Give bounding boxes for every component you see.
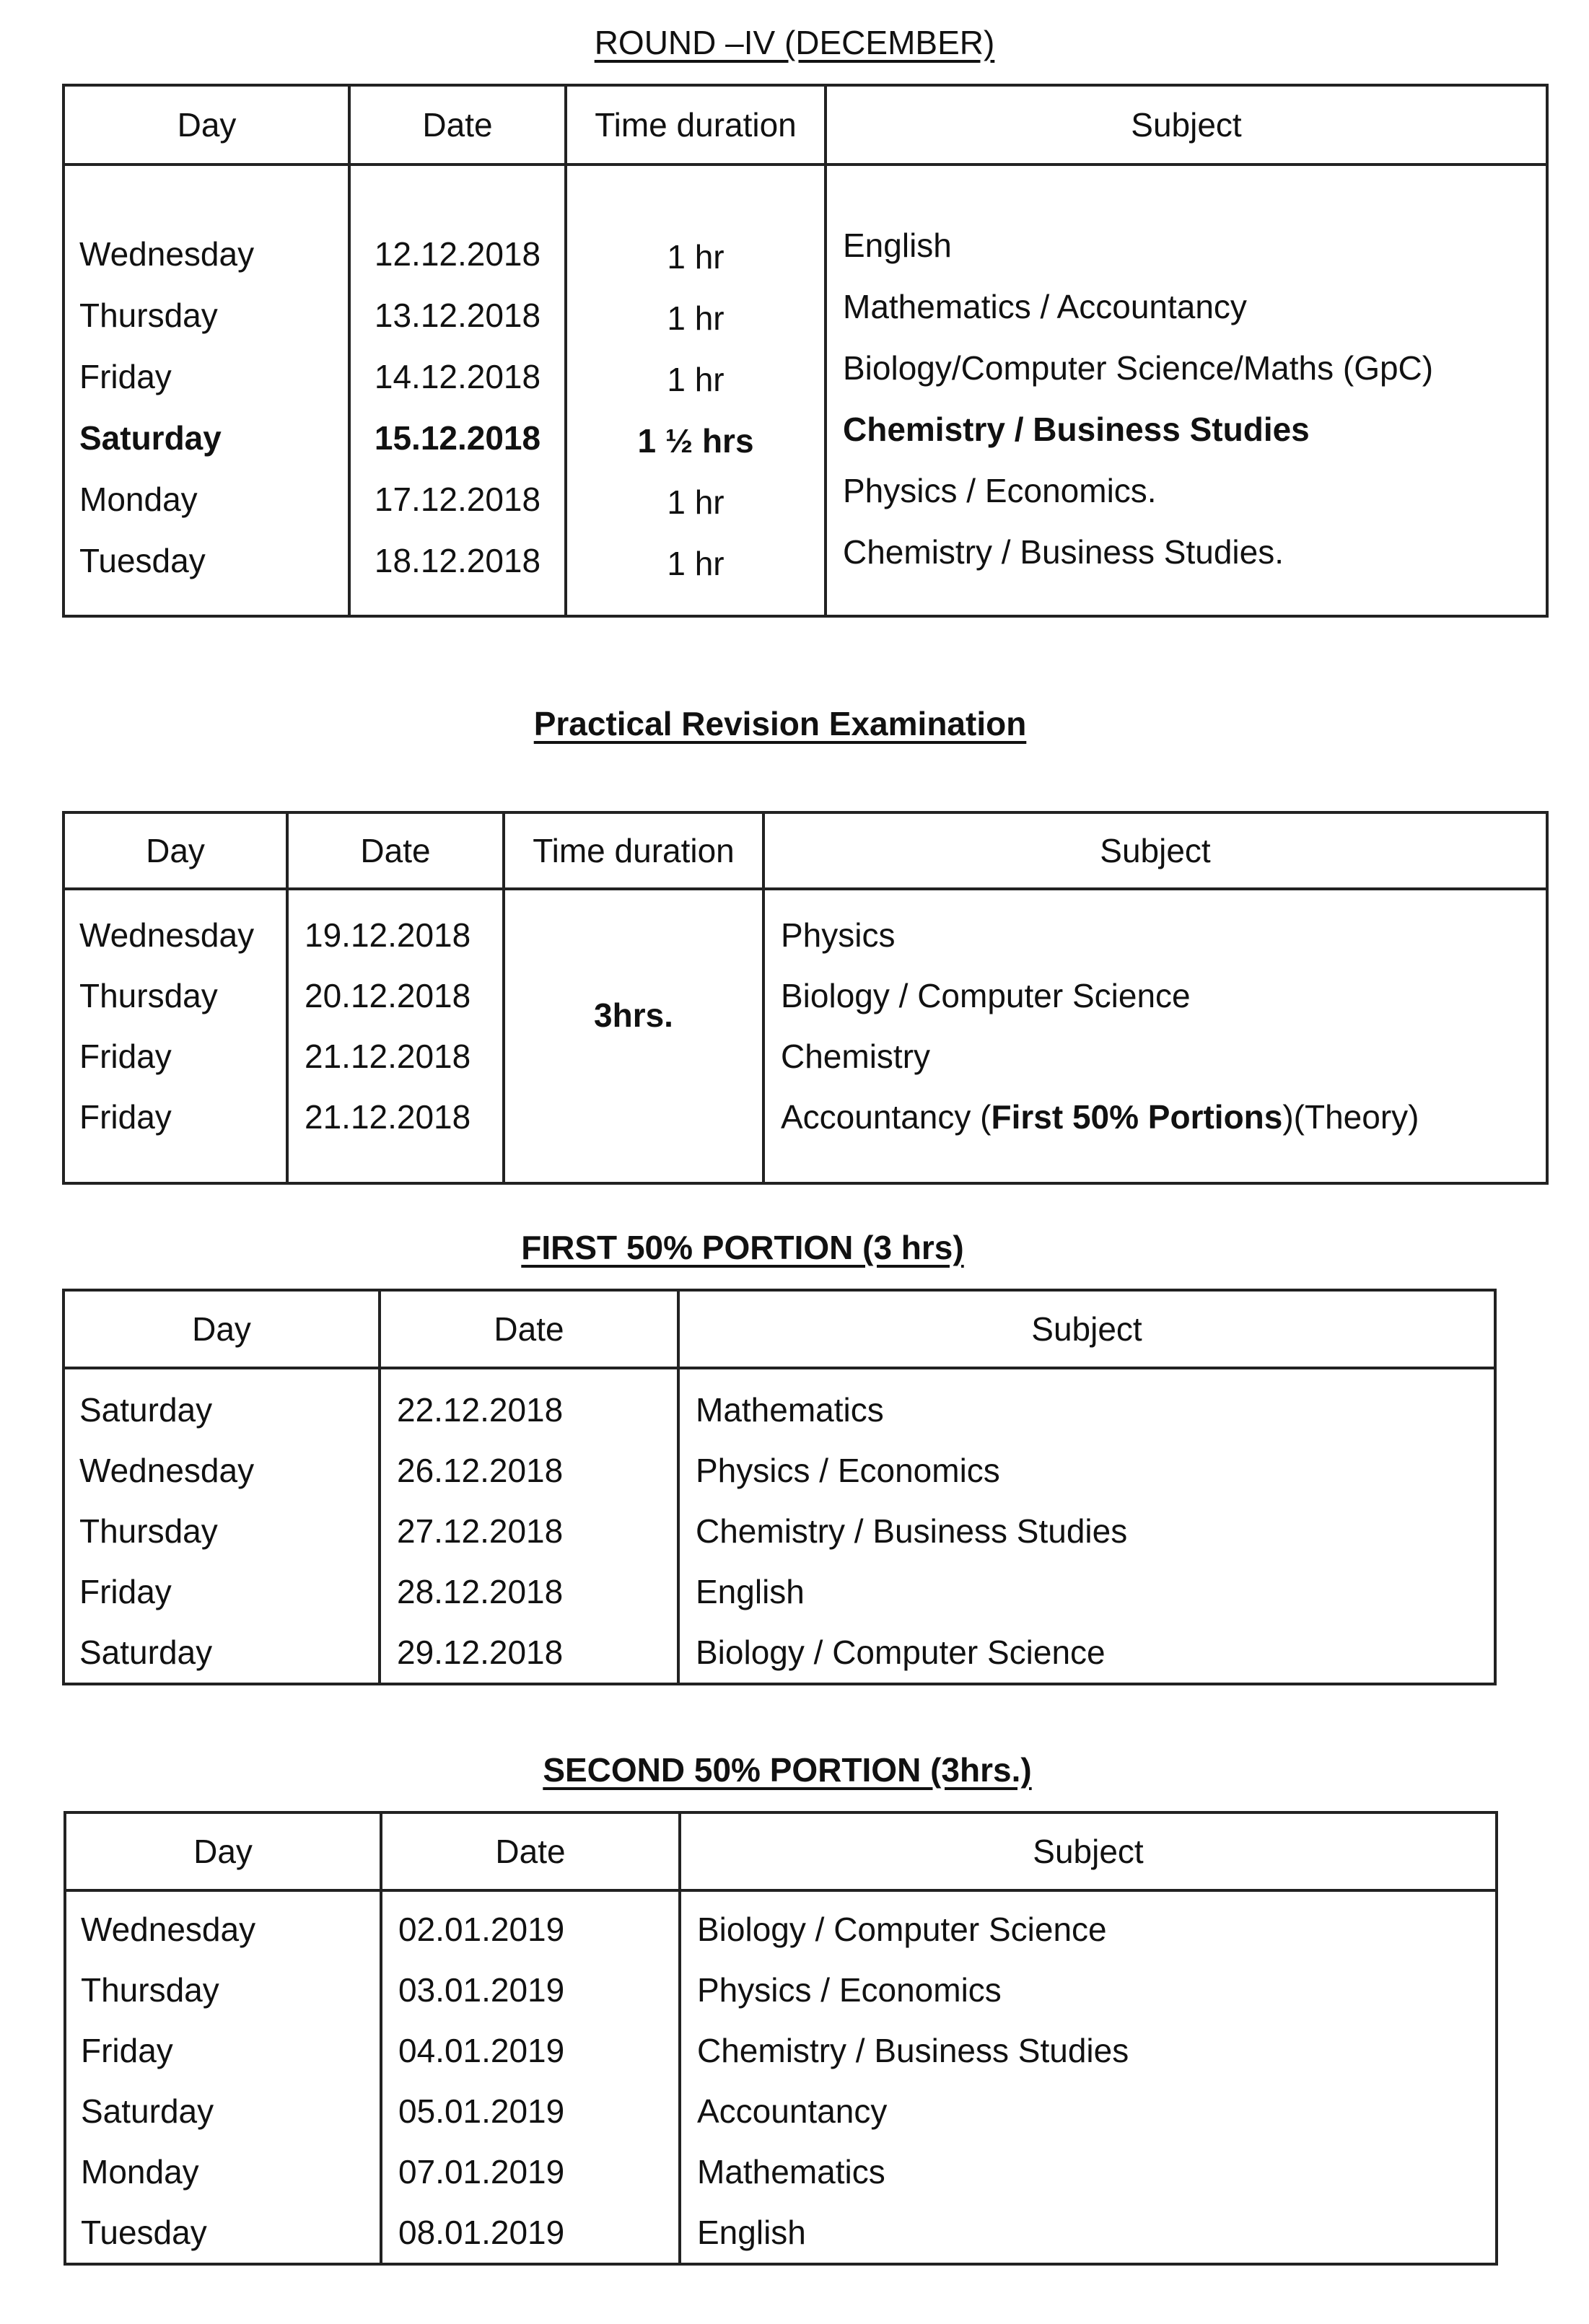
- subject-cell: English: [843, 227, 952, 264]
- subject-cell: English: [697, 2214, 806, 2251]
- duration-cell: 1 hr: [667, 299, 725, 337]
- day-cell: Tuesday: [81, 2214, 207, 2251]
- date-cell: 19.12.2018: [305, 916, 471, 954]
- date-cell: 08.01.2019: [398, 2214, 565, 2251]
- practical-subject-column: [765, 905, 1546, 1147]
- day-cell: Thursday: [81, 1971, 219, 2009]
- subject-cell: Biology/Computer Science/Maths (GpC): [843, 349, 1434, 387]
- day-cell: Tuesday: [79, 542, 206, 579]
- round-iv-duration-column: [567, 227, 824, 595]
- day-cell: Friday: [81, 2032, 173, 2069]
- header-date: Date: [380, 1290, 678, 1368]
- header-day: Day: [64, 812, 287, 889]
- date-cell: 17.12.2018: [374, 481, 541, 518]
- day-cell: Wednesday: [79, 916, 255, 954]
- day-cell: Wednesday: [79, 1452, 255, 1489]
- date-cell: 21.12.2018: [305, 1038, 471, 1075]
- day-cell: Saturday: [79, 1634, 213, 1671]
- date-cell: 18.12.2018: [374, 542, 541, 579]
- day-cell: Friday: [79, 1038, 172, 1075]
- day-cell: Monday: [79, 481, 198, 518]
- date-cell: 14.12.2018: [374, 358, 541, 395]
- duration-cell: 1 hr: [667, 361, 725, 398]
- header-date: Date: [349, 85, 566, 165]
- day-cell: Friday: [79, 1573, 172, 1610]
- date-cell: 12.12.2018: [374, 235, 541, 273]
- subject-cell: English: [696, 1573, 805, 1610]
- date-cell: 20.12.2018: [305, 977, 471, 1014]
- day-cell: Saturday: [79, 419, 222, 457]
- header-date: Date: [287, 812, 504, 889]
- round-iv-day-column: [65, 224, 348, 592]
- practical-duration-merged: 3hrs.: [594, 996, 673, 1034]
- header-time-duration: Time duration: [504, 812, 763, 889]
- second-50-table: [64, 1811, 1498, 2266]
- day-cell: Saturday: [79, 1391, 213, 1429]
- header-subject: Subject: [826, 85, 1547, 165]
- header-day: Day: [64, 85, 349, 165]
- header-day: Day: [64, 1290, 380, 1368]
- date-cell: 28.12.2018: [397, 1573, 564, 1610]
- date-cell: 13.12.2018: [374, 297, 541, 334]
- section-title-practical-revision: Practical Revision Examination: [533, 705, 1027, 742]
- subject-cell: Mathematics: [697, 2153, 885, 2191]
- date-cell: 22.12.2018: [397, 1391, 564, 1429]
- round-iv-table: [62, 84, 1549, 618]
- section-title-second-50: SECOND 50% PORTION (3hrs.): [543, 1751, 1032, 1789]
- subject-prefix: Accountancy (: [781, 1098, 992, 1136]
- second-50-subject-column: [681, 1899, 1495, 2263]
- day-cell: Friday: [79, 1098, 172, 1136]
- subject-bold: First 50% Portions: [991, 1098, 1283, 1136]
- date-cell: 03.01.2019: [398, 1971, 565, 2009]
- second-50-day-column: [66, 1899, 380, 2263]
- day-cell: Thursday: [79, 977, 218, 1014]
- subject-cell: Chemistry: [781, 1038, 931, 1075]
- subject-cell: Chemistry / Business Studies: [843, 411, 1310, 448]
- first-50-day-column: [65, 1380, 378, 1683]
- subject-cell: Biology / Computer Science: [781, 977, 1191, 1014]
- subject-suffix: )(Theory): [1282, 1098, 1419, 1136]
- section-title-first-50: FIRST 50% PORTION (3 hrs): [521, 1229, 964, 1266]
- practical-date-column: [289, 905, 502, 1147]
- subject-cell: Physics / Economics.: [843, 472, 1157, 509]
- subject-cell: [781, 1087, 1546, 1147]
- first-50-date-column: [381, 1380, 677, 1683]
- practical-day-column: [65, 905, 286, 1147]
- date-cell: 29.12.2018: [397, 1634, 564, 1671]
- subject-cell: Mathematics: [696, 1391, 884, 1429]
- duration-cell: 1 hr: [667, 238, 725, 276]
- day-cell: Wednesday: [79, 235, 255, 273]
- day-cell: Saturday: [81, 2092, 214, 2130]
- date-cell: 07.01.2019: [398, 2153, 565, 2191]
- subject-cell: Biology / Computer Science: [696, 1634, 1106, 1671]
- header-subject: Subject: [680, 1812, 1497, 1890]
- practical-revision-table: [62, 811, 1549, 1185]
- day-cell: Monday: [81, 2153, 199, 2191]
- date-cell: 05.01.2019: [398, 2092, 565, 2130]
- header-time-duration: Time duration: [566, 85, 826, 165]
- date-cell: 27.12.2018: [397, 1512, 564, 1550]
- subject-cell: Chemistry / Business Studies.: [843, 533, 1284, 571]
- round-iv-date-column: [351, 224, 564, 592]
- section-title-round-iv: ROUND –IV (DECEMBER): [594, 24, 995, 61]
- day-cell: Thursday: [79, 1512, 218, 1550]
- subject-cell: Accountancy: [697, 2092, 888, 2130]
- subject-cell: Chemistry / Business Studies: [697, 2032, 1129, 2069]
- second-50-date-column: [382, 1899, 678, 2263]
- duration-cell: 1 hr: [667, 545, 725, 582]
- subject-cell: Biology / Computer Science: [697, 1911, 1107, 1948]
- duration-cell: 1 ½ hrs: [637, 422, 754, 460]
- round-iv-subject-column: [827, 215, 1546, 583]
- subject-cell: Physics / Economics: [697, 1971, 1002, 2009]
- header-subject: Subject: [763, 812, 1547, 889]
- subject-cell: Physics: [781, 916, 896, 954]
- header-date: Date: [381, 1812, 680, 1890]
- header-day: Day: [65, 1812, 381, 1890]
- first-50-table: [62, 1289, 1497, 1685]
- subject-cell: Physics / Economics: [696, 1452, 1000, 1489]
- date-cell: 02.01.2019: [398, 1911, 565, 1948]
- header-subject: Subject: [678, 1290, 1495, 1368]
- day-cell: Wednesday: [81, 1911, 256, 1948]
- subject-cell: Mathematics / Accountancy: [843, 288, 1247, 325]
- duration-cell: 1 hr: [667, 483, 725, 521]
- subject-cell: Chemistry / Business Studies: [696, 1512, 1128, 1550]
- first-50-subject-column: [680, 1380, 1494, 1683]
- day-cell: Thursday: [79, 297, 218, 334]
- date-cell: 15.12.2018: [374, 419, 541, 457]
- date-cell: 04.01.2019: [398, 2032, 565, 2069]
- date-cell: 21.12.2018: [305, 1098, 471, 1136]
- date-cell: 26.12.2018: [397, 1452, 564, 1489]
- day-cell: Friday: [79, 358, 172, 395]
